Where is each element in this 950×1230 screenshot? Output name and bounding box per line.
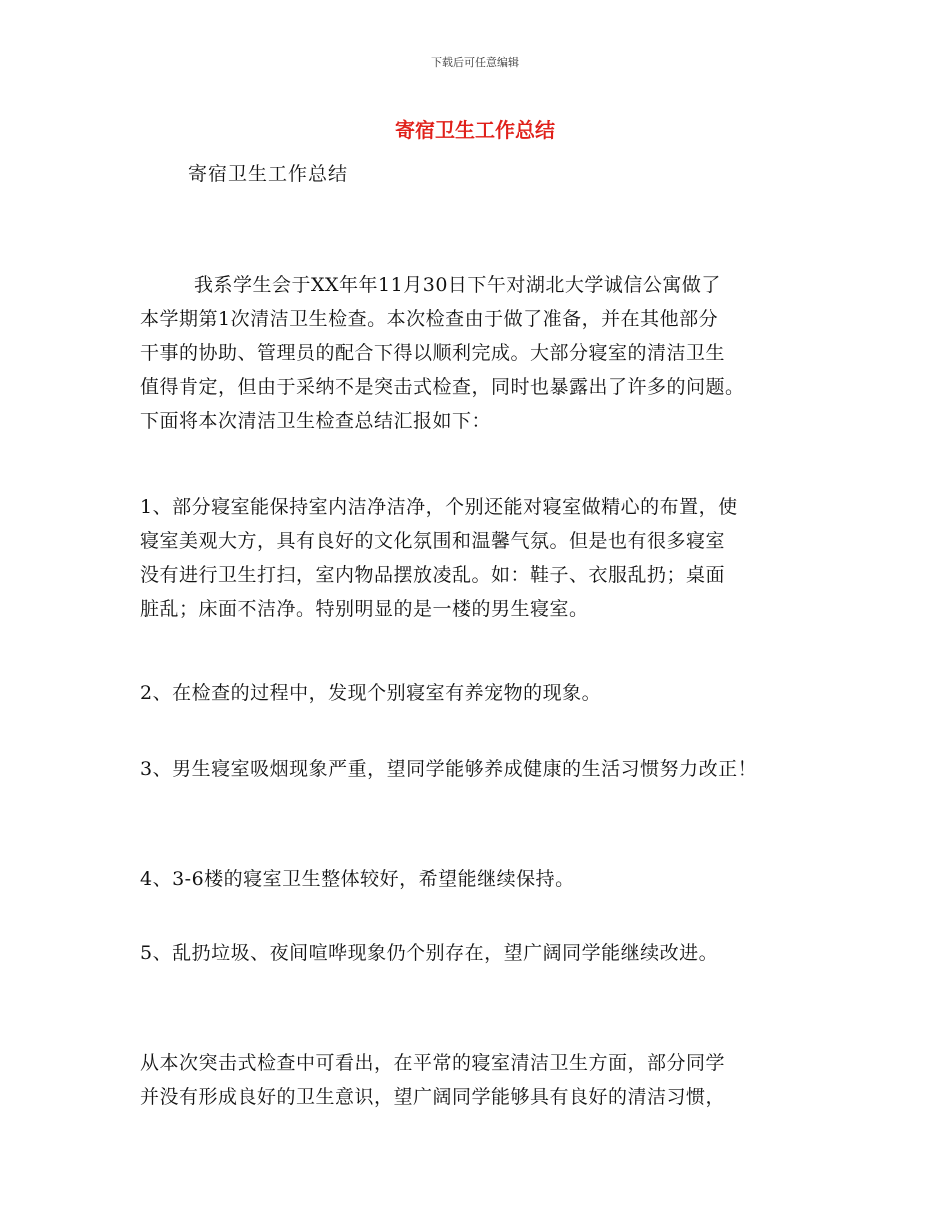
paragraph-item-4	[140, 862, 812, 896]
paragraph-line: 5、乱扔垃圾、夜间喧哗现象仍个别存在，望广阔同学能继续改进。	[140, 942, 719, 964]
paragraph-line: 2、在检查的过程中，发现个别寝室有养宠物的现象。	[140, 682, 602, 704]
paragraph-line: 值得肯定，但由于采纳不是突击式检查，同时也暴露出了许多的问题。	[140, 376, 745, 398]
paragraph-line: 脏乱；床面不洁净。特别明显的是一楼的男生寝室。	[140, 598, 589, 620]
paragraph-item-2	[140, 676, 812, 710]
document-title: 寄宿卫生工作总结	[395, 118, 555, 142]
paragraph-line: 并没有形成良好的卫生意识，望广阔同学能够具有良好的清洁习惯，	[140, 1086, 726, 1108]
header-note: 下载后可任意编辑	[431, 56, 519, 69]
paragraph-line: 下面将本次清洁卫生检查总结汇报如下：	[140, 410, 492, 432]
paragraph-item-3	[140, 752, 812, 786]
paragraph-line: 本学期第1次清洁卫生检查。本次检查由于做了准备，并在其他部分	[140, 308, 719, 330]
paragraph-line: 干事的协助、管理员的配合下得以顺利完成。大部分寝室的清洁卫生	[140, 342, 726, 364]
paragraph-line: 4、3-6楼的寝室卫生整体较好，希望能继续保持。	[140, 868, 575, 890]
paragraph-line: 3、男生寝室吸烟现象严重，望同学能够养成健康的生活习惯努力改正！	[140, 758, 758, 780]
paragraph-item-1	[140, 490, 812, 626]
paragraph-conclusion	[140, 1046, 812, 1114]
paragraph-item-5	[140, 936, 812, 970]
paragraph-line: 1、部分寝室能保持室内洁净洁净，个别还能对寝室做精心的布置，使	[140, 496, 738, 518]
paragraph-line: 没有进行卫生打扫，室内物品摆放凌乱。如：鞋子、衣服乱扔；桌面	[140, 564, 726, 586]
paragraph-line: 从本次突击式检查中可看出，在平常的寝室清洁卫生方面，部分同学	[140, 1052, 726, 1074]
paragraph-line: 我系学生会于XX年年11月30日下午对湖北大学诚信公寓做了	[194, 274, 721, 296]
document-subtitle: 寄宿卫生工作总结	[188, 163, 349, 185]
paragraph-intro	[140, 268, 812, 438]
paragraph-line: 寝室美观大方，具有良好的文化氛围和温馨气氛。但是也有很多寝室	[140, 530, 726, 552]
